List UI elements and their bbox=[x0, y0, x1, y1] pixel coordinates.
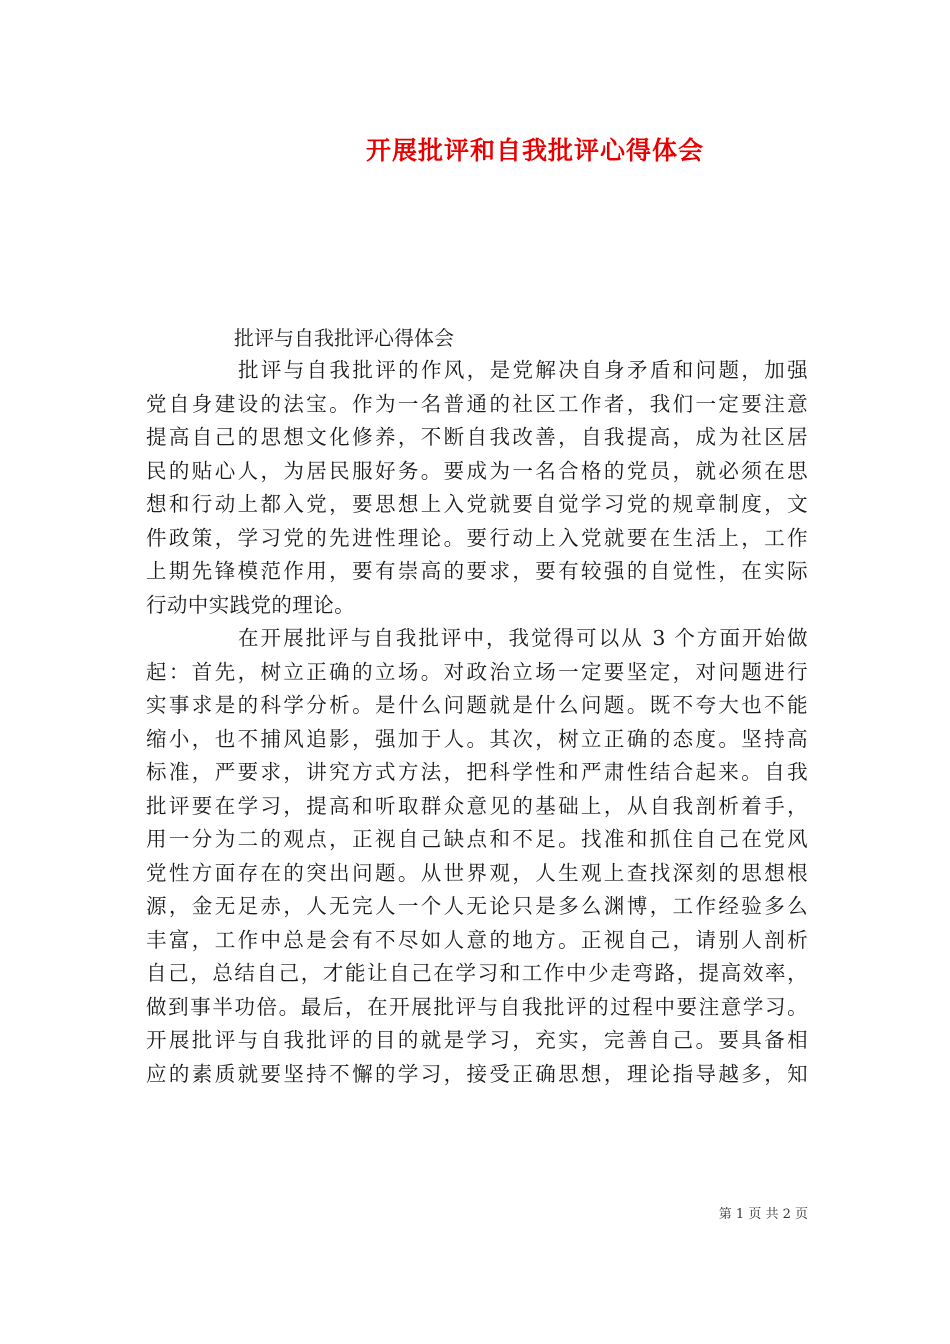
text-line: 党性方面存在的突出问题。从世界观，人生观上查找深刻的思想根 bbox=[146, 860, 808, 885]
text-line: 想和行动上都入党，要思想上入党就要自觉学习党的规章制度，文 bbox=[146, 492, 808, 516]
text-line: 应的素质就要坚持不懈的学习，接受正确思想，理论指导越多，知 bbox=[146, 1061, 808, 1086]
text-line: 党自身建设的法宝。作为一名普通的社区工作者，我们一定要注意 bbox=[146, 391, 808, 416]
text-line: 批评与自我批评的作风，是党解决自身矛盾和问题，加强 bbox=[238, 358, 808, 382]
text-line: 源，金无足赤，人无完人一个人无论只是多么渊博，工作经验多么 bbox=[146, 894, 808, 918]
text-line: 开展批评与自我批评的目的就是学习，充实，完善自己。要具备相 bbox=[146, 1028, 808, 1052]
text-line: 实事求是的科学分析。是什么问题就是什么问题。既不夸大也不能 bbox=[146, 693, 808, 717]
paragraph-1 bbox=[146, 354, 808, 622]
text-line: 起：首先，树立正确的立场。对政治立场一定要坚定，对问题进行 bbox=[146, 659, 808, 684]
text-line: 做到事半功倍。最后，在开展批评与自我批评的过程中要注意学习。 bbox=[146, 994, 808, 1019]
text-line: 批评要在学习，提高和听取群众意见的基础上，从自我剖析着手， bbox=[146, 793, 808, 818]
text-line: 标准，严要求，讲究方式方法，把科学性和严肃性结合起来。自我 bbox=[146, 760, 808, 784]
page-number-footer: 第 1 页 共 2 页 bbox=[718, 1207, 808, 1222]
text-line: 缩小，也不捕风追影，强加于人。其次，树立正确的态度。坚持高 bbox=[146, 726, 808, 751]
text-line: 丰富，工作中总是会有不尽如人意的地方。正视自己，请别人剖析 bbox=[146, 927, 808, 952]
document-subtitle: 批评与自我批评心得体会 bbox=[234, 326, 454, 350]
paragraph-2 bbox=[146, 622, 808, 1091]
text-line: 用一分为二的观点，正视自己缺点和不足。找准和抓住自己在党风 bbox=[146, 827, 808, 851]
text-line: 在开展批评与自我批评中，我觉得可以从 3 个方面开始做 bbox=[238, 626, 808, 650]
text-line: 自己，总结自己，才能让自己在学习和工作中少走弯路，提高效率， bbox=[146, 961, 808, 985]
text-line: 行动中实践党的理论。 bbox=[146, 592, 355, 617]
text-line: 上期先锋模范作用，要有崇高的要求，要有较强的自觉性，在实际 bbox=[146, 559, 808, 583]
text-line: 提高自己的思想文化修养，不断自我改善，自我提高，成为社区居 bbox=[146, 425, 808, 449]
document-title: 开展批评和自我批评心得体会 bbox=[365, 136, 704, 165]
document-body bbox=[146, 322, 808, 1091]
text-line: 民的贴心人，为居民服好务。要成为一名合格的党员，就必须在思 bbox=[146, 458, 808, 483]
text-line: 件政策，学习党的先进性理论。要行动上入党就要在生活上，工作 bbox=[146, 525, 808, 550]
